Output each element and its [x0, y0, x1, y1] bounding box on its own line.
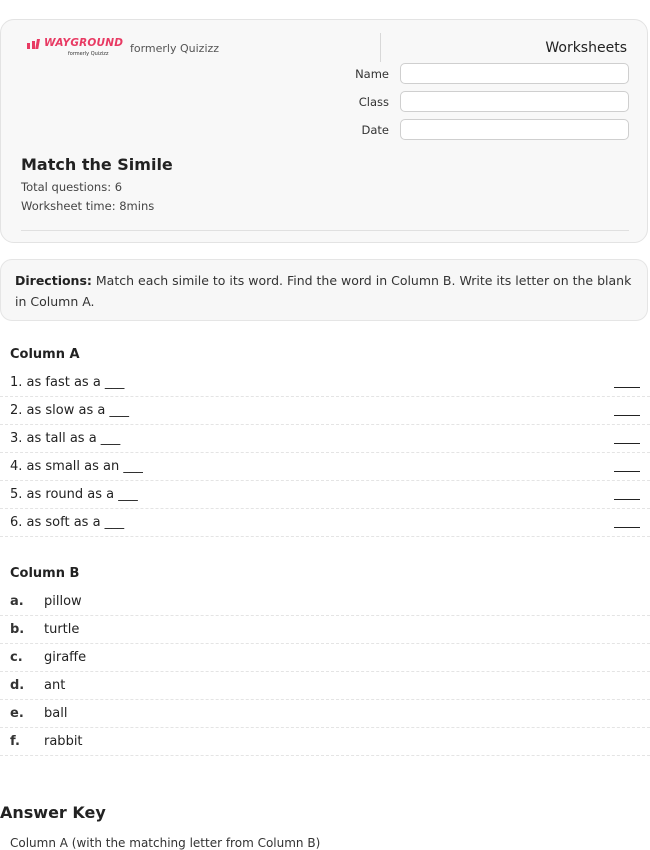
logo-subtext: formerly Quizizz — [68, 51, 109, 57]
option-letter: d. — [10, 678, 25, 693]
option-word: pillow — [44, 594, 82, 609]
class-field[interactable] — [400, 91, 629, 112]
simile-text: 5. as round as a ___ — [10, 487, 138, 502]
worksheet-time: Worksheet time: 8mins — [21, 199, 155, 213]
column-b-item — [0, 616, 650, 644]
name-label: Name — [355, 67, 389, 81]
directions-text: Match each simile to its word. Find the word in Column B. Write its letter on the blank in Column A. — [15, 273, 632, 309]
option-word: giraffe — [44, 650, 87, 665]
answer-blank[interactable] — [614, 387, 640, 388]
column-a-item — [0, 425, 650, 453]
answer-blank[interactable] — [614, 415, 640, 416]
directions-box — [0, 259, 648, 321]
logo-bars-icon — [27, 39, 43, 49]
column-b-item — [0, 728, 650, 756]
name-field[interactable] — [400, 63, 629, 84]
column-b-title: Column B — [10, 566, 80, 581]
date-field[interactable] — [400, 119, 629, 140]
directions-label: Directions: — [15, 273, 92, 288]
column-b-item — [0, 700, 650, 728]
column-b-item — [0, 588, 650, 616]
column-b-item — [0, 644, 650, 672]
simile-text: 4. as small as an ___ — [10, 459, 143, 474]
answer-key-title: Answer Key — [0, 803, 106, 822]
answer-blank[interactable] — [614, 499, 640, 500]
simile-text: 6. as soft as a ___ — [10, 515, 125, 530]
header-rule — [21, 230, 629, 231]
column-a-item — [0, 369, 650, 397]
answer-blank[interactable] — [614, 527, 640, 528]
answer-blank[interactable] — [614, 471, 640, 472]
formerly-label: formerly Quizizz — [130, 42, 220, 55]
date-label: Date — [361, 123, 389, 137]
column-b-item — [0, 672, 650, 700]
header-divider — [380, 33, 381, 62]
option-word: turtle — [44, 622, 80, 637]
total-questions: Total questions: 6 — [21, 180, 123, 194]
option-letter: c. — [10, 650, 23, 665]
column-a-item — [0, 397, 650, 425]
wayground-logo — [27, 37, 124, 61]
class-label: Class — [358, 95, 389, 109]
simile-text: 1. as fast as a ___ — [10, 375, 125, 390]
worksheet-title: Match the Simile — [21, 155, 173, 174]
worksheet-header-card — [0, 19, 648, 243]
option-word: ant — [44, 678, 66, 693]
option-letter: a. — [10, 594, 24, 609]
option-letter: f. — [10, 734, 20, 749]
option-word: rabbit — [44, 734, 83, 749]
column-a-item — [0, 509, 650, 537]
answer-key-subtitle: Column A (with the matching letter from Column B) — [10, 836, 321, 850]
column-a-title: Column A — [10, 347, 80, 362]
column-a-item — [0, 453, 650, 481]
simile-text: 3. as tall as a ___ — [10, 431, 121, 446]
column-a-item — [0, 481, 650, 509]
answer-blank[interactable] — [614, 443, 640, 444]
option-letter: b. — [10, 622, 25, 637]
option-word: ball — [44, 706, 68, 721]
logo-wordmark: WAYGROUND — [44, 37, 124, 49]
simile-text: 2. as slow as a ___ — [10, 403, 129, 418]
doc-type-title: Worksheets — [545, 40, 627, 56]
option-letter: e. — [10, 706, 24, 721]
